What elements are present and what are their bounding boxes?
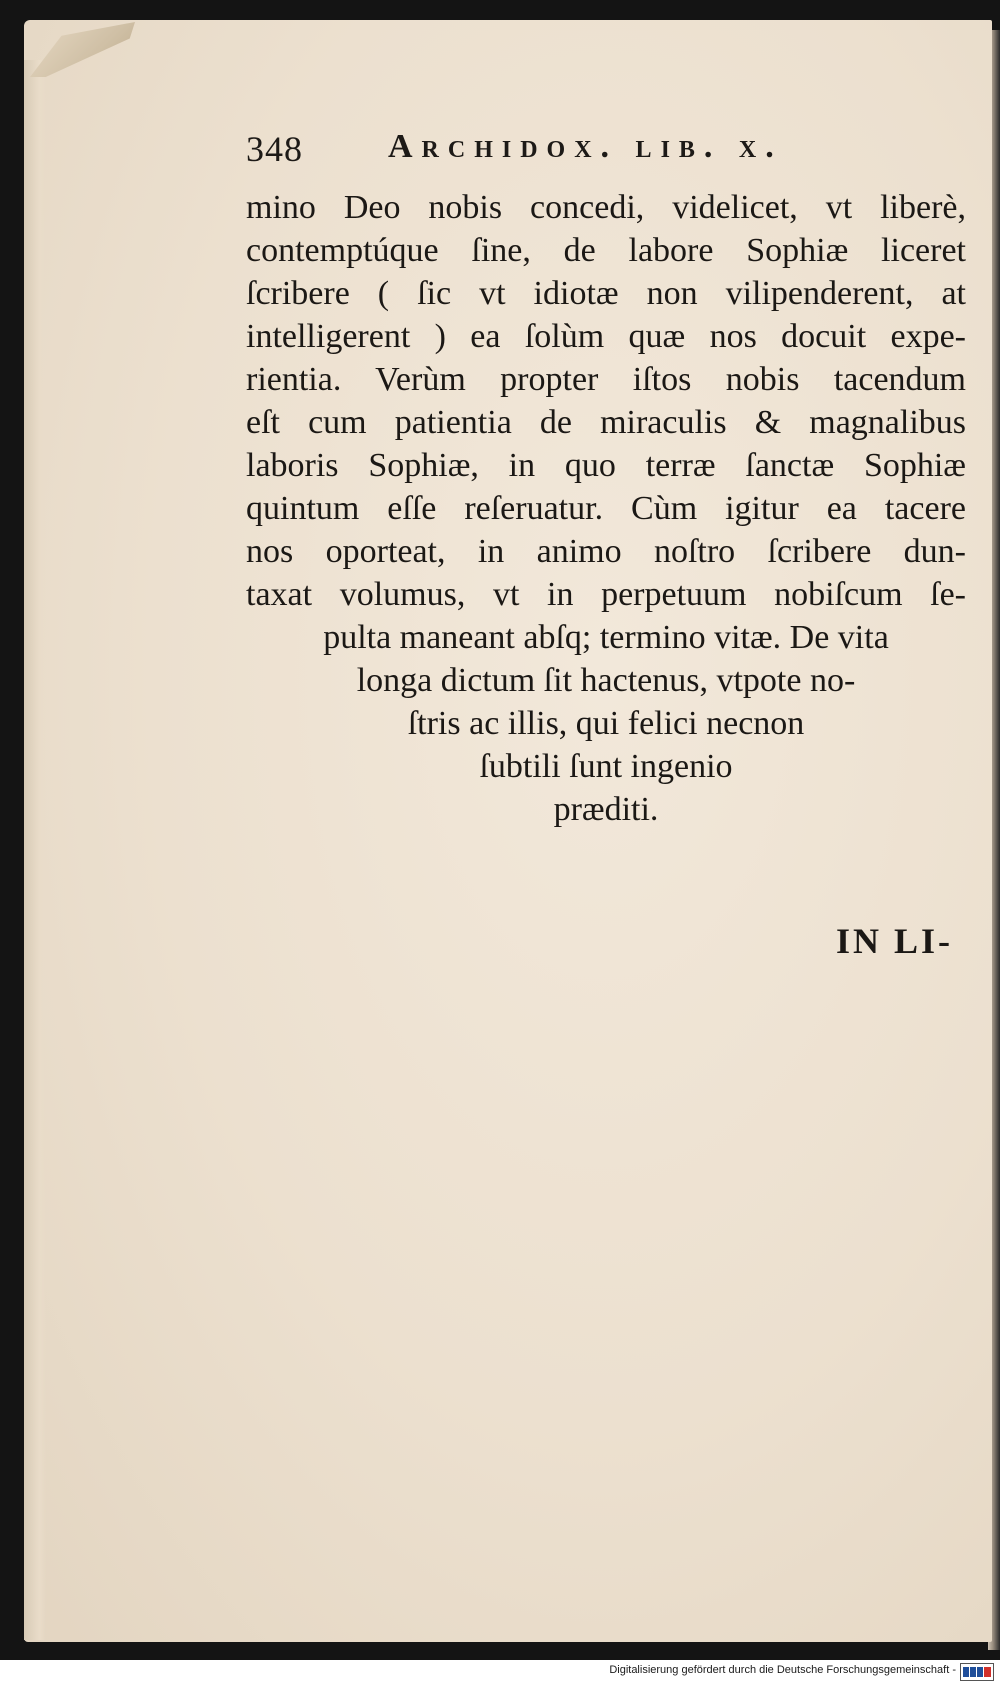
body-text — [246, 186, 966, 831]
dfg-logo-icon — [960, 1663, 994, 1681]
text-line: ſubtili ſunt ingenio — [479, 748, 733, 785]
text-line: præditi. — [553, 791, 659, 828]
text-line: laboris Sophiæ, in quo terræ ſanctæ Sophiæ — [246, 447, 966, 484]
text-line: quintum eſſe reſeruatur. Cùm igitur ea tacere — [246, 490, 966, 527]
text-line: eſt cum patientia de miraculis & magnalibus — [246, 404, 966, 441]
text-line: pulta maneant abſq; termino vitæ. De vita — [323, 619, 889, 656]
page-header — [246, 128, 946, 174]
text-line: longa dictum ſit hactenus, vtpote no- — [356, 662, 856, 699]
digitization-footer — [0, 1660, 1000, 1683]
text-line: rientia. Verùm propter iſtos nobis tacendum — [246, 361, 966, 398]
text-line: ſcribere ( ſic vt idiotæ non vilipenderent, at — [246, 275, 966, 312]
page-number: 348 — [246, 129, 303, 169]
footer-credit: Digitalisierung gefördert durch die Deutsche Forschungsgemeinschaft - — [609, 1664, 956, 1676]
text-line: nos oporteat, in animo noſtro ſcribere dun- — [246, 533, 966, 570]
page-gutter-shadow — [24, 60, 46, 1640]
text-line: intelligerent ) ea ſolùm quæ nos docuit expe- — [246, 318, 966, 355]
text-line: mino Deo nobis concedi, videlicet, vt liberè, — [246, 189, 966, 226]
text-line: taxat volumus, vt in perpetuum nobiſcum ſe- — [246, 576, 966, 613]
catchword: IN LI- — [836, 921, 954, 961]
text-line: ſtris ac illis, qui felici necnon — [407, 705, 805, 742]
running-head: Archidox. lib. x. — [388, 128, 783, 165]
text-line: contemptúque ſine, de labore Sophiæ liceret — [246, 232, 966, 269]
